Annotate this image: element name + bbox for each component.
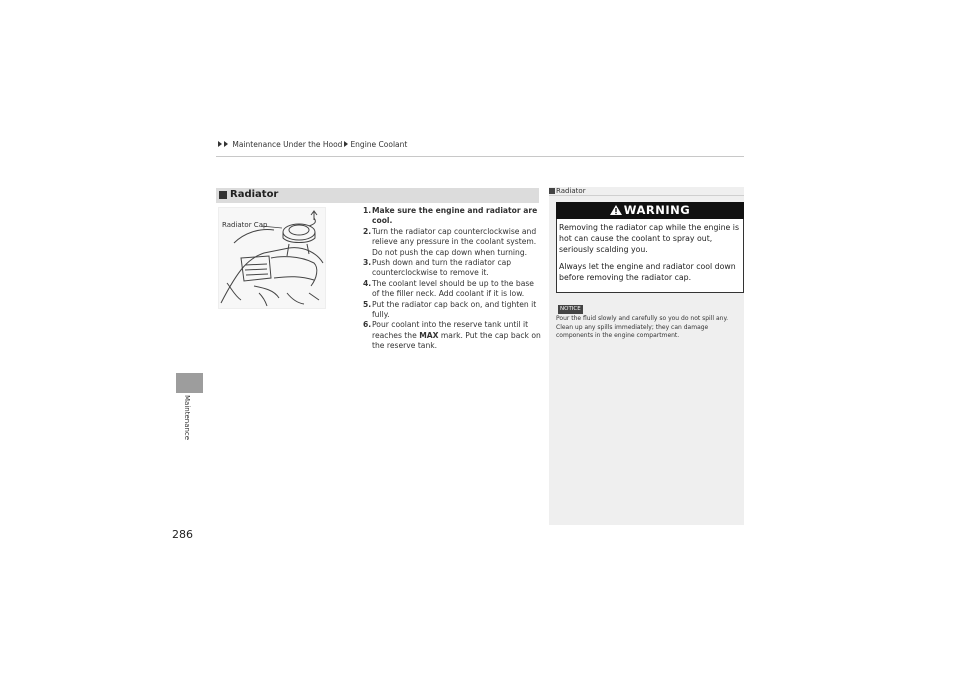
step-text: Push down and turn the radiator cap counterclockwise to remove it.	[372, 258, 512, 278]
notice-text: Pour the fluid slowly and carefully so you do not spill any. Clean up any spills immediately; they can damage components in the engine compartment.	[556, 315, 729, 340]
breadcrumb-parent[interactable]: Maintenance Under the Hood	[232, 140, 343, 149]
step-6	[363, 320, 541, 351]
step-text: The coolant level should be up to the base of the filler neck. Add coolant if it is low.	[372, 278, 534, 299]
section-square-icon	[219, 191, 227, 199]
step-2	[363, 227, 541, 258]
warning-title: WARNING	[623, 203, 691, 217]
step-text-bold: MAX	[419, 330, 439, 340]
notice-badge: NOTICE	[560, 306, 581, 312]
breadcrumb-arrow-icon	[224, 141, 228, 147]
side-note-rule	[549, 195, 744, 196]
step-text: Make sure the engine and radiator are cool.	[372, 206, 538, 226]
step-number: 5.	[363, 299, 372, 309]
breadcrumb-current[interactable]: Engine Coolant	[350, 140, 408, 149]
breadcrumb-separator-icon	[344, 141, 348, 147]
step-text-before: Pour coolant into the reserve tank until it reaches the	[372, 320, 529, 340]
procedure-steps	[363, 206, 541, 352]
warning-line: Always let the engine and radiator cool down before removing the radiator cap.	[559, 261, 736, 282]
step-5	[363, 300, 541, 321]
step-text: Put the radiator cap back on, and tighten it fully.	[372, 299, 537, 320]
warning-line: Removing the radiator cap while the engine is hot can cause the coolant to spray out, seriously scalding you.	[559, 223, 740, 255]
chapter-tab[interactable]	[176, 373, 203, 393]
section-title: Radiator	[230, 189, 279, 200]
step-text-after: mark. Put the cap back on the reserve tank.	[372, 330, 541, 351]
warning-triangle-icon	[610, 205, 622, 215]
breadcrumb-arrow-icon	[218, 141, 222, 147]
section-header	[216, 188, 539, 203]
step-1	[363, 206, 541, 227]
chapter-label	[183, 395, 201, 455]
chapter-label-text: Maintenance	[183, 395, 191, 441]
side-note-heading	[549, 187, 586, 195]
step-text: Turn the radiator cap counterclockwise and relieve any pressure in the coolant system. Do not push the cap down when turning.	[372, 226, 537, 257]
step-number: 6.	[363, 320, 372, 330]
side-note-heading-text: Radiator	[556, 187, 586, 195]
warning-title-bar	[556, 202, 744, 219]
breadcrumb	[218, 140, 407, 149]
header-rule	[216, 156, 744, 157]
figure-callout-label: Radiator Cap	[222, 221, 268, 229]
step-3	[363, 258, 541, 279]
note-marker-icon	[549, 188, 555, 194]
step-number: 4.	[363, 278, 372, 288]
step-4	[363, 279, 541, 300]
page-number: 286	[172, 528, 193, 541]
warning-text	[559, 222, 743, 288]
step-number: 2.	[363, 226, 372, 236]
step-number: 3.	[363, 258, 372, 268]
step-number: 1.	[363, 206, 372, 215]
